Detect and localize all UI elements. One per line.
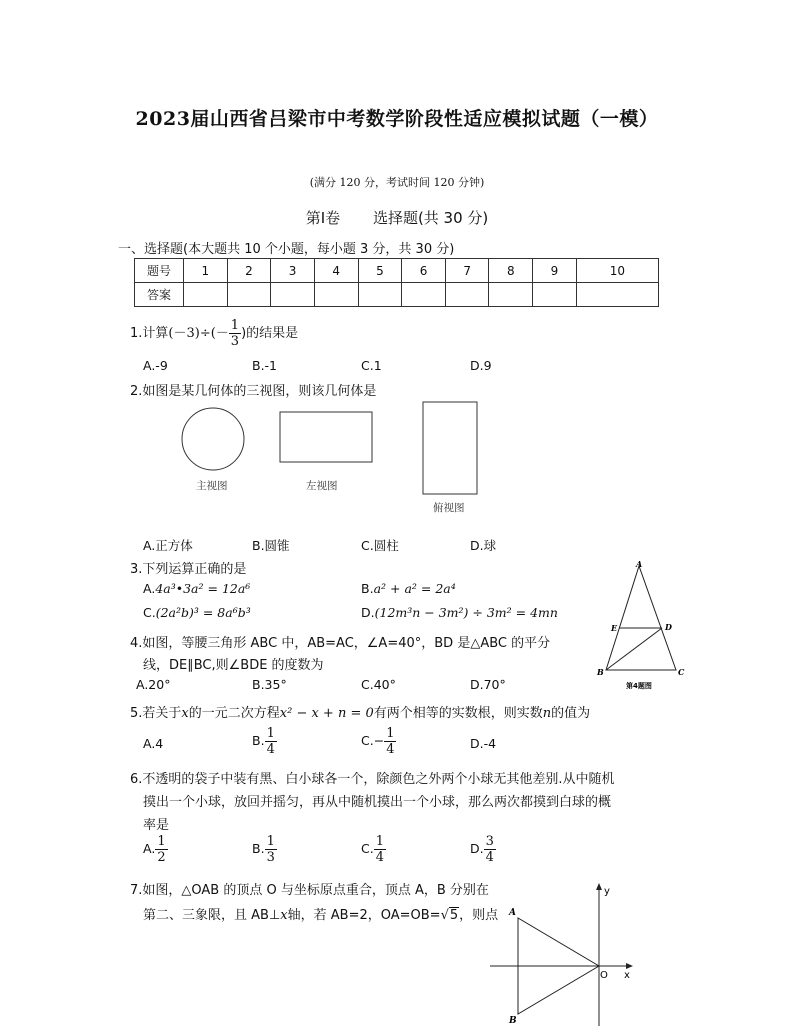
q1-option-d: D.9 [470,358,492,373]
table-cell: 2 [227,259,271,283]
frac-num: 1 [266,726,275,741]
frac-den: 3 [266,850,275,865]
q5-text: 的一元二次方程 [188,706,280,721]
option-sign: − [373,733,385,748]
section-part: 第Ⅰ卷 [305,209,341,227]
q5-var: x [181,706,189,721]
option-expression: (2a²b)³ = 8a⁶b³ [155,605,251,620]
option-expression: 4a³•3a² = 12a⁶ [155,581,251,596]
label-b: B [509,1016,517,1026]
figure-caption: 第4题图 [626,682,652,690]
answer-cell[interactable] [402,283,446,307]
frac-num: 1 [386,726,395,741]
answer-table-answer-row [135,283,659,307]
option-label: C. [361,841,374,856]
option-label: B. [252,733,265,748]
q5-option-d: D.-4 [470,736,497,751]
option-label: C. [143,605,156,620]
question-5 [130,702,590,721]
frac-den: 4 [375,850,384,865]
q1-suffix: 的结果是 [246,326,299,341]
triangle-figure [592,558,692,693]
table-cell: 8 [489,259,533,283]
question-4-line1: 4.如图，等腰三角形 ABC 中，AB=AC，∠A=40°，BD 是△ABC 的平分 [130,636,551,651]
answer-cell[interactable] [489,283,533,307]
q5-equation: x² − x + n = 0 [279,706,374,721]
table-cell: 1 [184,259,228,283]
label-x: x [624,970,630,981]
q1-expr-right: ) [241,326,247,341]
q2-option-d: D.球 [470,538,497,553]
label-o: O [600,970,608,981]
label-a: A [636,559,643,569]
sqrt-symbol: √ [440,908,449,923]
q4-option-d: D.70° [470,677,506,692]
question-7-line1: 7.如图，△OAB 的顶点 O 与坐标原点重合，顶点 A，B 分别在 [130,883,489,898]
q7-text: ，则点 [459,908,499,923]
frac-num: 3 [485,834,494,849]
answer-cell[interactable] [271,283,315,307]
caption-front-view: 主视图 [196,480,228,492]
q3-option-b [361,581,456,596]
table-cell: 9 [533,259,577,283]
table-cell: 4 [314,259,358,283]
frac-den: 4 [386,742,395,757]
option-label: C. [361,733,374,748]
answer-cell[interactable] [314,283,358,307]
q4-option-c: C.40° [361,677,396,692]
caption-side-view: 左视图 [306,480,338,492]
q2-option-b: B.圆锥 [252,538,290,553]
answer-cell[interactable] [445,283,489,307]
answer-table-header-row [135,259,659,283]
q7-var: x [280,908,288,923]
y-axis-arrow [596,883,602,890]
q6-option-d [470,834,496,865]
x-axis-arrow [626,963,633,969]
q6-option-b [252,834,277,865]
q3-option-c [143,605,251,620]
question-3: 3.下列运算正确的是 [130,562,247,577]
option-label: B. [252,841,265,856]
question-7-line2 [143,904,498,923]
question-6-line3: 率是 [143,818,170,833]
fraction [384,726,396,757]
sqrt-value: 5 [449,908,459,923]
answer-cell[interactable] [533,283,577,307]
section-instruction: 一、选择题(本大题共 10 个小题，每小题 3 分，共 30 分) [118,242,455,257]
q5-var: n [542,706,552,721]
label-a: A [509,908,516,918]
q3-option-d [361,605,558,620]
exam-info: (满分 120 分，考试时间 120 分钟) [309,176,485,189]
table-cell: 题号 [135,259,184,283]
option-label: A. [143,841,156,856]
table-cell: 10 [576,259,658,283]
frac-den: 4 [266,742,275,757]
label-e: E [611,623,618,633]
answer-cell[interactable] [358,283,402,307]
label-y: y [604,886,610,897]
q5-text: 有两个相等的实数根，则实数 [373,706,543,721]
q2-option-c: C.圆柱 [361,538,399,553]
q5-option-a: A.4 [143,736,164,751]
frac-den: 3 [230,334,240,349]
section-heading [0,207,794,228]
q1-option-a: A.-9 [143,358,168,373]
option-label: B. [361,581,374,596]
top-view-rect [423,402,477,494]
option-label: A. [143,581,156,596]
q1-option-c: C.1 [361,358,382,373]
frac-den: 2 [157,850,166,865]
q1-prefix: 1.计算 [130,326,169,341]
q7-text: 第二、三象限，且 AB⊥ [143,908,281,923]
table-cell: 3 [271,259,315,283]
answer-cell[interactable] [184,283,228,307]
question-2: 2.如图是某几何体的三视图，则该几何体是 [130,384,377,399]
front-view-circle [182,408,244,470]
q7-text: 轴，若 AB=2，OA=OB= [287,908,441,923]
q5-option-b [252,726,277,757]
q1-option-b: B.-1 [252,358,278,373]
q6-option-a [143,834,168,865]
option-expression: a² + a² = 2a⁴ [373,581,456,596]
table-cell: 7 [445,259,489,283]
section-name: 选择题(共 30 分) [372,209,489,227]
question-6-line2: 摸出一个小球，放回并摇匀，再从中随机摸出一个小球，那么两次都摸到白球的概 [143,795,612,810]
coordinate-figure [488,880,648,1028]
frac-num: 1 [157,834,166,849]
q4-option-a: A.20° [136,677,171,692]
fraction [265,834,277,865]
frac-num: 1 [266,834,275,849]
fraction [374,834,386,865]
q5-text: 5.若关于 [130,706,182,721]
question-1 [130,318,298,349]
frac-num: 1 [230,318,240,333]
label-c: C [678,667,685,677]
table-cell: 6 [402,259,446,283]
frac-num: 1 [375,834,384,849]
fraction [265,726,277,757]
q1-expr-left: (－3)÷(－ [168,326,229,341]
question-6-line1: 6.不透明的袋子中装有黑、白小球各一个，除颜色之外两个小球无其他差别.从中随机 [130,772,615,787]
q3-option-a [143,581,250,596]
frac-den: 4 [485,850,494,865]
question-4-line2: 线，DE∥BC,则∠BDE 的度数为 [143,658,324,673]
q5-option-c [361,726,396,757]
side-view-rect [280,412,372,462]
q6-option-c [361,834,386,865]
fraction [155,834,167,865]
fraction [484,834,496,865]
q1-fraction [229,318,241,349]
caption-top-view: 俯视图 [433,502,465,514]
segment-bd [606,628,662,670]
q5-text: 的值为 [551,706,591,721]
option-label: D. [361,605,375,620]
page-title: 2023届山西省吕梁市中考数学阶段性适应模拟试题（一模） [135,108,659,130]
label-d: D [665,622,672,632]
triangle-abc [606,566,676,670]
answer-cell[interactable] [576,283,658,307]
label-b: B [597,667,604,677]
q4-option-b: B.35° [252,677,287,692]
option-label: D. [470,841,484,856]
table-cell: 答案 [135,283,184,307]
table-cell: 5 [358,259,402,283]
answer-table [134,258,659,307]
q2-option-a: A.正方体 [143,538,193,553]
answer-cell[interactable] [227,283,271,307]
option-expression: (12m³n − 3m²) ÷ 3m² = 4mn [374,605,558,620]
